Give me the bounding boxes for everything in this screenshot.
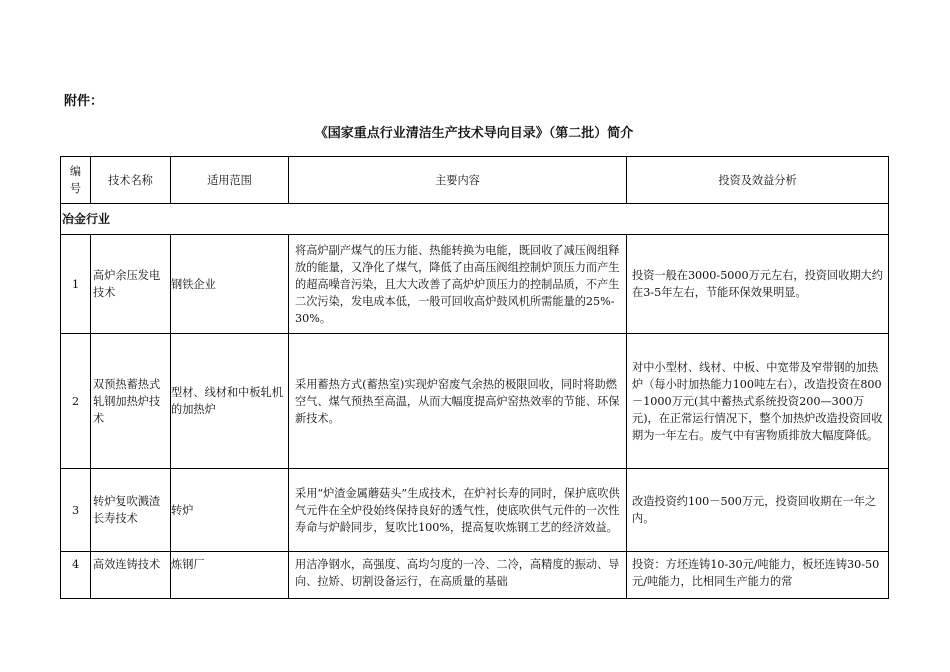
row-no: 1 [61,235,91,334]
row-scope: 炼钢厂 [171,552,289,599]
row-name: 双预热蓄热式轧钢加热炉技术 [91,334,171,469]
row-content: 用洁净钢水，高强度、高均匀度的一冷、二冷，高精度的振动、导向、拉矫、切割设备运行，在高质量的基础 [289,552,627,599]
row-content: 采用“炉渣金属蘑菇头”生成技术，在炉衬长寿的同时，保护底吹供气元件在全炉役始终保持良好的透气性，使底吹供气元件的一次性寿命与炉龄同步，复吹比100%，提高复吹炼钢工艺的经济效益。 [289,469,627,552]
sector-label: 冶金行业 [61,204,889,235]
row-content: 采用蓄热方式(蓄热室)实现炉窑废气余热的极限回收，同时将助燃空气、煤气预热至高温，从而大幅度提高炉窑热效率的节能、环保新技术。 [289,334,627,469]
table-row [61,334,889,469]
table-row [61,235,889,334]
row-name: 高炉余压发电技术 [91,235,171,334]
row-name: 转炉复吹溅渣长寿技术 [91,469,171,552]
row-investment: 投资：方坯连铸10-30元/吨能力，板坯连铸30-50元/吨能力，比相同生产能力的常 [627,552,889,599]
row-investment: 改造投资约100－500万元，投资回收期在一年之内。 [627,469,889,552]
row-scope: 钢铁企业 [171,235,289,334]
header-scope: 适用范围 [171,157,289,204]
header-content: 主要内容 [289,157,627,204]
technology-table [60,156,889,599]
row-scope: 转炉 [171,469,289,552]
row-investment: 投资一般在3000-5000万元左右，投资回收期大约在3-5年左右，节能环保效果明显。 [627,235,889,334]
table-row [61,469,889,552]
document-title: 《国家重点行业清洁生产技术导向目录》（第二批）简介 [314,126,634,141]
row-no: 2 [61,334,91,469]
row-name: 高效连铸技术 [91,552,171,599]
table-row [61,552,889,599]
sector-row [61,204,889,235]
header-name: 技术名称 [91,157,171,204]
row-investment: 对中小型材、线材、中板、中宽带及窄带钢的加热炉（每小时加热能力100吨左右），改造投资在800－1000万元(其中蓄热式系统投资200—300万元)，在正常运行情况下，整个加热炉改造投资回收期为一年左右。废气中有害物质排放大幅度降低。 [627,334,889,469]
row-no: 3 [61,469,91,552]
attachment-label: 附件： [64,94,104,109]
row-content: 将高炉副产煤气的压力能、热能转换为电能，既回收了减压阀组释放的能量，又净化了煤气，降低了由高压阀组控制炉顶压力而产生的超高噪音污染，且大大改善了高炉炉顶压力的控制品质，不产生二次污染，发电成本低，一般可回收高炉鼓风机所需能量的25%-30%。 [289,235,627,334]
row-scope: 型材、线材和中板轧机的加热炉 [171,334,289,469]
row-no: 4 [61,552,91,599]
header-investment: 投资及效益分析 [627,157,889,204]
header-no: 编号 [61,157,91,204]
table-header-row [61,157,889,204]
